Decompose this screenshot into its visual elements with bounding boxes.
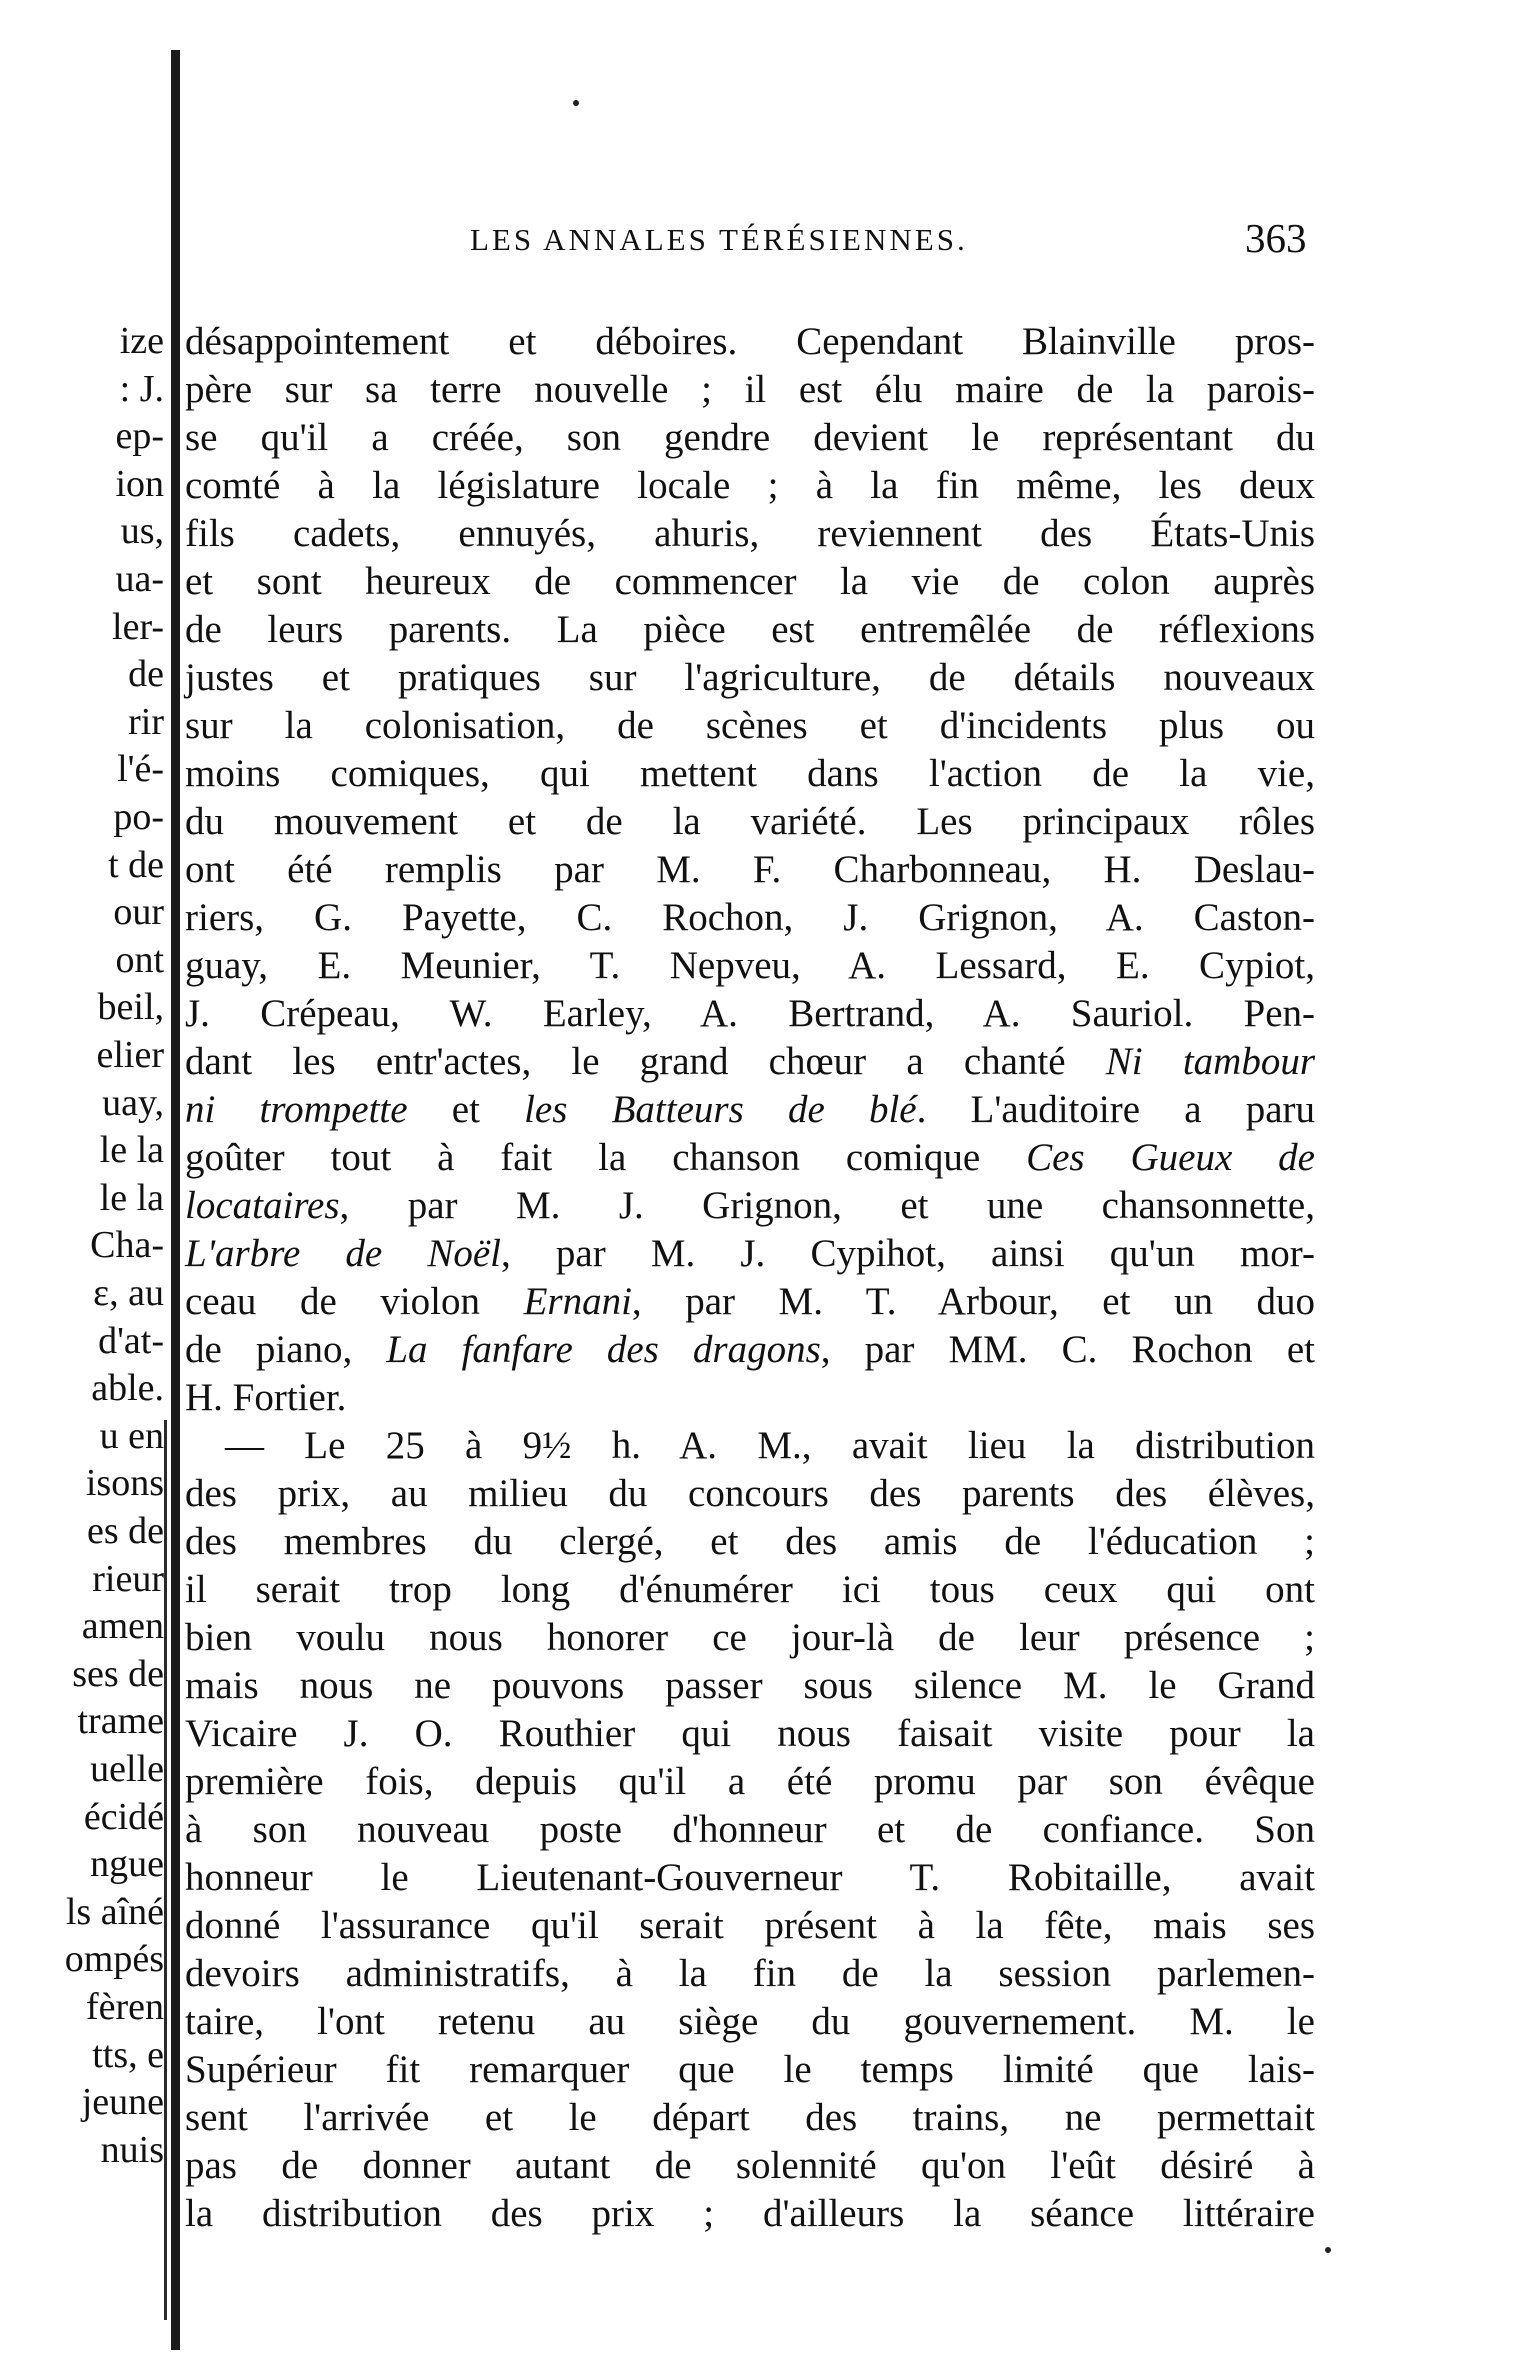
margin-fragment: Cha- — [90, 1224, 164, 1267]
text-line: Vicaire J. O. Routhier qui nous faisait visite pour la — [185, 1712, 1315, 1755]
margin-fragment: us, — [120, 510, 164, 553]
song-title: locataires — [185, 1184, 340, 1227]
text-run: dant les entr'actes, le grand chœur a chanté — [185, 1040, 1106, 1083]
margin-fragment: le la — [99, 1129, 164, 1172]
page-number: 363 — [1245, 215, 1307, 261]
music-title: La fanfare des dragons — [386, 1328, 821, 1371]
margin-fragment: ua- — [115, 558, 164, 600]
margin-fragment: isons — [85, 1462, 164, 1505]
margin-fragment: ep- — [115, 415, 164, 458]
text-line: honneur le Lieutenant-Gouverneur T. Robitaille, avait — [185, 1856, 1315, 1899]
text-line: fils cadets, ennuyés, ahuris, reviennent des États-Unis — [185, 512, 1315, 555]
text-run: , par M. T. Arbour, et un duo — [631, 1280, 1315, 1323]
margin-fragment: ε, au — [93, 1272, 164, 1314]
song-title: L'arbre de Noël — [185, 1232, 501, 1275]
margin-fragment: jeune — [81, 2081, 164, 2124]
song-title: Ces Gueux de — [1026, 1136, 1315, 1179]
text-line: comté à la législature locale ; à la fin même, les deux — [185, 464, 1315, 507]
text-line: première fois, depuis qu'il a été promu par son évêque — [185, 1760, 1315, 1803]
margin-fragment: t de — [108, 843, 164, 886]
margin-fragment: able. — [91, 1367, 164, 1410]
music-title: Ernani — [523, 1280, 632, 1323]
text-line: H. Fortier. — [185, 1376, 347, 1419]
song-title: les Batteurs de blé — [524, 1088, 917, 1131]
text-run: , par M. J. Grignon, et une chansonnette, — [339, 1184, 1315, 1227]
margin-fragment: ize — [119, 320, 164, 362]
text-line: se qu'il a créée, son gendre devient le représentant du — [185, 416, 1315, 459]
text-line: à son nouveau poste d'honneur et de confiance. Son — [185, 1808, 1315, 1851]
text-line: désappointement et déboires. Cependant Blainville pros- — [185, 320, 1315, 363]
text-line: donné l'assurance qu'il serait présent à la fête, mais ses — [185, 1904, 1315, 1947]
margin-fragment: écidé — [83, 1795, 164, 1838]
text-line: guay, E. Meunier, T. Nepveu, A. Lessard, E. Cypiot, — [185, 944, 1315, 987]
margin-fragment: es de — [86, 1510, 164, 1552]
binding-gutter — [171, 50, 180, 2350]
body-text — [185, 318, 1315, 2238]
text-run: , par MM. C. Rochon et — [820, 1328, 1315, 1371]
song-title: Ni tambour — [1105, 1040, 1315, 1083]
text-line: justes et pratiques sur l'agriculture, de détails nouveaux — [185, 656, 1315, 699]
margin-fragment: : J. — [119, 367, 164, 410]
text-line: taire, l'ont retenu au siège du gouvernement. M. le — [185, 2000, 1315, 2043]
margin-fragment: ler- — [112, 605, 164, 648]
text-line: des membres du clergé, et des amis de l'éducation ; — [185, 1520, 1315, 1563]
text-line: moins comiques, qui mettent dans l'action de la vie, — [185, 752, 1315, 795]
paragraph-1 — [185, 318, 1315, 1038]
margin-fragment: le la — [99, 1176, 164, 1219]
text-line: devoirs administratifs, à la fin de la session parlemen- — [185, 1952, 1315, 1995]
running-title: LES ANNALES TÉRÉSIENNES. — [470, 222, 968, 257]
margin-fragment: rieur — [92, 1557, 164, 1600]
margin-fragment: ngue — [90, 1843, 164, 1886]
text-line: de leurs parents. La pièce est entremêlée de réflexions — [185, 608, 1315, 651]
text-line: il serait trop long d'énumérer ici tous ceux qui ont — [185, 1568, 1315, 1611]
text-line: Supérieur fit remarquer que le temps limité que lais- — [185, 2048, 1315, 2091]
margin-fragment: ompés — [64, 1938, 164, 1981]
paragraph-2 — [185, 1422, 1315, 2238]
text-run: et — [407, 1088, 525, 1131]
margin-fragment: d'at- — [98, 1319, 164, 1362]
text-line: mais nous ne pouvons passer sous silence M. le Grand — [185, 1664, 1315, 1707]
margin-fragment: de — [128, 653, 164, 696]
text-line: sent l'arrivée et le départ des trains, ne permettait — [185, 2096, 1315, 2139]
margin-fragment: u en — [99, 1414, 164, 1457]
paragraph-1-continued — [185, 1038, 1315, 1422]
text-run: goûter tout à fait la chanson comique — [185, 1136, 1027, 1179]
margin-fragment: rir — [128, 700, 164, 743]
text-line: riers, G. Payette, C. Rochon, J. Grignon, A. Caston- — [185, 896, 1315, 939]
margin-fragment: nuis — [100, 2128, 164, 2171]
margin-fragment: tts, e — [92, 2033, 164, 2076]
text-line: ont été remplis par M. F. Charbonneau, H. Deslau- — [185, 848, 1315, 891]
margin-fragment: ses de — [72, 1652, 164, 1695]
margin-fragment: our — [113, 891, 164, 934]
print-speck — [1325, 2247, 1331, 2253]
print-speck — [573, 100, 579, 106]
margin-fragment: l'é- — [117, 748, 164, 791]
margin-fragment: trame — [77, 1700, 164, 1743]
text-line: bien voulu nous honorer ce jour-là de leur présence ; — [185, 1616, 1315, 1659]
text-line: — Le 25 à 9½ h. A. M., avait lieu la distribution — [225, 1424, 1315, 1467]
margin-fragment: po- — [113, 796, 164, 838]
text-line: pas de donner autant de solennité qu'on l'eût désiré à — [185, 2144, 1315, 2187]
text-run: de piano, — [185, 1328, 387, 1371]
text-line: la distribution des prix ; d'ailleurs la séance littéraire — [185, 2192, 1315, 2235]
text-line: père sur sa terre nouvelle ; il est élu maire de la parois- — [185, 368, 1315, 411]
margin-fragment: uelle — [90, 1748, 164, 1790]
margin-fragment: beil, — [97, 986, 164, 1029]
margin-fragment: elier — [96, 1034, 164, 1076]
text-line: sur la colonisation, de scènes et d'incidents plus ou — [185, 704, 1315, 747]
margin-fragment: amen — [81, 1605, 164, 1648]
text-run: , par M. J. Cypihot, ainsi qu'un mor- — [501, 1232, 1315, 1275]
margin-fragment: fèren — [85, 1986, 164, 2028]
facing-page-fragments — [0, 0, 170, 2362]
margin-fragment: ont — [115, 938, 164, 981]
text-line: et sont heureux de commencer la vie de colon auprès — [185, 560, 1315, 603]
song-title: ni trompette — [185, 1088, 408, 1131]
text-line: des prix, au milieu du concours des parents des élèves, — [185, 1472, 1315, 1515]
text-line: du mouvement et de la variété. Les principaux rôles — [185, 800, 1315, 843]
text-run: . L'auditoire a paru — [916, 1088, 1316, 1131]
text-run: ceau de violon — [185, 1280, 524, 1323]
text-line: J. Crépeau, W. Earley, A. Bertrand, A. Sauriol. Pen- — [185, 992, 1315, 1035]
margin-fragment: ion — [115, 462, 164, 505]
margin-fragment: ls aîné — [65, 1890, 164, 1933]
margin-fragment: uay, — [102, 1081, 164, 1124]
